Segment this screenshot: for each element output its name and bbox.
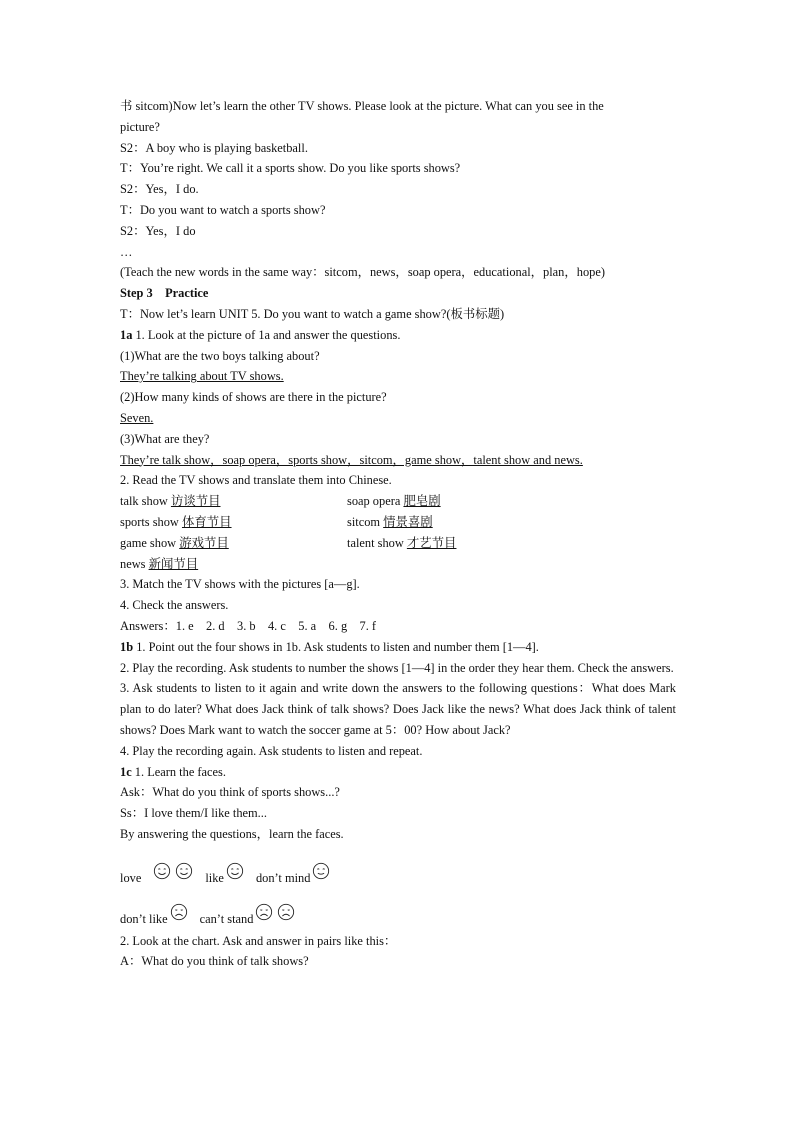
translation-english: soap opera <box>347 494 404 509</box>
dialogue-line: S2：A boy who is playing basketball. <box>120 140 308 155</box>
translation-chinese: 才艺节目 <box>406 535 457 550</box>
translation-item <box>120 491 347 512</box>
task-line <box>120 637 676 658</box>
face-label-like: like <box>205 870 224 885</box>
translation-item <box>347 512 433 533</box>
text-line: By answering the questions，learn the faces. <box>120 826 344 841</box>
text-line: picture? <box>120 119 160 134</box>
dialogue-line: A：What do you think of talk shows? <box>120 954 309 969</box>
answers-line: Answers：1. e 2. d 3. b 4. c 5. a 6. g 7. f <box>120 618 377 633</box>
face-label-dont-like: don’t like <box>120 911 168 926</box>
text-paragraph: 3. Ask students to listen to it again and write down the answers to the following questions：What does Mark plan to do later? What does Jack think of talk shows? Does Jack like the news? What does Jack think of talent shows? Does Mark want to watch the soccer game at 5：00? How about Jack? <box>120 681 676 737</box>
answer-text: Seven. <box>120 410 154 425</box>
task-line <box>120 325 676 346</box>
text-line: 4. Check the answers. <box>120 598 229 613</box>
text-line: 3. Match the TV shows with the pictures [a—g]. <box>120 577 360 592</box>
translation-item <box>347 533 456 554</box>
answer-line <box>120 450 676 471</box>
text-line: T：Now let’s learn UNIT 5. Do you want to watch a game show?(板书标题) <box>120 306 505 321</box>
translation-english: news <box>120 556 149 571</box>
answer-text: They’re talk show，soap opera，sports show，sitcom，game show，talent show and news. <box>120 452 583 467</box>
text-paragraph: 2. Play the recording. Ask students to number the shows [1—4] in the order they hear them. Check the answers. <box>120 660 674 675</box>
dialogue-line: T：Do you want to watch a sports show? <box>120 202 326 217</box>
answer-text: They’re talking about TV shows. <box>120 369 284 384</box>
text-line: 书 sitcom)Now let’s learn the other TV shows. Please look at the picture. What can you see in the <box>120 99 604 113</box>
dialogue-line: S2：Yes，I do. <box>120 182 199 197</box>
frowning-face-icon <box>255 903 273 921</box>
task-text: 1. Look at the picture of 1a and answer the questions. <box>132 327 401 342</box>
face-label-cant-stand: can’t stand <box>199 911 254 926</box>
task-text: 1. Learn the faces. <box>131 764 226 779</box>
question-line: (2)How many kinds of shows are there in the picture? <box>120 390 387 405</box>
question-line: (3)What are they? <box>120 431 210 446</box>
ellipsis-line: … <box>120 244 133 259</box>
text-line: 2. Look at the chart. Ask and answer in pairs like this： <box>120 933 397 948</box>
translation-chinese: 情景喜剧 <box>383 514 433 529</box>
translation-chinese: 体育节目 <box>181 514 232 529</box>
translation-english: talent show <box>347 535 407 550</box>
dialogue-line: Ask：What do you think of sports shows...? <box>120 785 340 800</box>
frowning-face-icon <box>170 903 188 921</box>
answer-line <box>120 366 676 387</box>
translation-row <box>120 554 676 575</box>
question-line: (1)What are the two boys talking about? <box>120 348 320 363</box>
smiley-face-icon <box>226 862 244 880</box>
dialogue-line: Ss：I love them/I like them... <box>120 806 267 821</box>
translation-row <box>120 533 676 554</box>
faces-row-negative <box>120 886 676 927</box>
translation-item <box>347 491 441 512</box>
text-line: 2. Read the TV shows and translate them into Chinese. <box>120 473 392 488</box>
translation-english: game show <box>120 535 180 550</box>
task-text: 1. Point out the four shows in 1b. Ask students to listen and number them [1—4]. <box>133 639 539 654</box>
face-label-love: love <box>120 870 142 885</box>
dialogue-line: S2：Yes，I do <box>120 223 196 238</box>
neutral-face-icon <box>312 862 330 880</box>
task-label: 1a <box>120 327 133 342</box>
text-line: (Teach the new words in the same way：sitcom，news，soap opera，educational，plan，hope) <box>120 265 605 280</box>
translation-item <box>120 533 347 554</box>
frowning-face-icon <box>277 903 295 921</box>
translation-chinese: 新闻节目 <box>148 556 199 571</box>
translation-chinese: 访谈节目 <box>170 494 221 509</box>
smiley-face-icon <box>175 862 193 880</box>
task-line <box>120 762 676 783</box>
translation-item <box>120 557 198 571</box>
dialogue-line: T：You’re right. We call it a sports show. Do you like sports shows? <box>120 161 461 176</box>
translation-chinese: 游戏节目 <box>179 535 229 550</box>
lesson-plan-body <box>120 96 676 972</box>
answer-line <box>120 408 676 429</box>
step-heading: Step 3 Practice <box>120 286 209 301</box>
faces-row-positive <box>120 845 676 886</box>
translation-chinese: 肥皂剧 <box>403 494 441 509</box>
smiley-face-icon <box>153 862 171 880</box>
text-line: 4. Play the recording again. Ask students to listen and repeat. <box>120 743 423 758</box>
translation-row <box>120 512 676 533</box>
translation-row <box>120 491 676 512</box>
translation-english: talk show <box>120 494 171 509</box>
translation-item <box>120 512 347 533</box>
face-label-dont-mind: don’t mind <box>255 870 311 885</box>
task-label: 1b <box>120 639 134 654</box>
translation-english: sports show <box>120 514 182 529</box>
task-label: 1c <box>120 764 132 779</box>
translation-english: sitcom <box>347 514 384 529</box>
